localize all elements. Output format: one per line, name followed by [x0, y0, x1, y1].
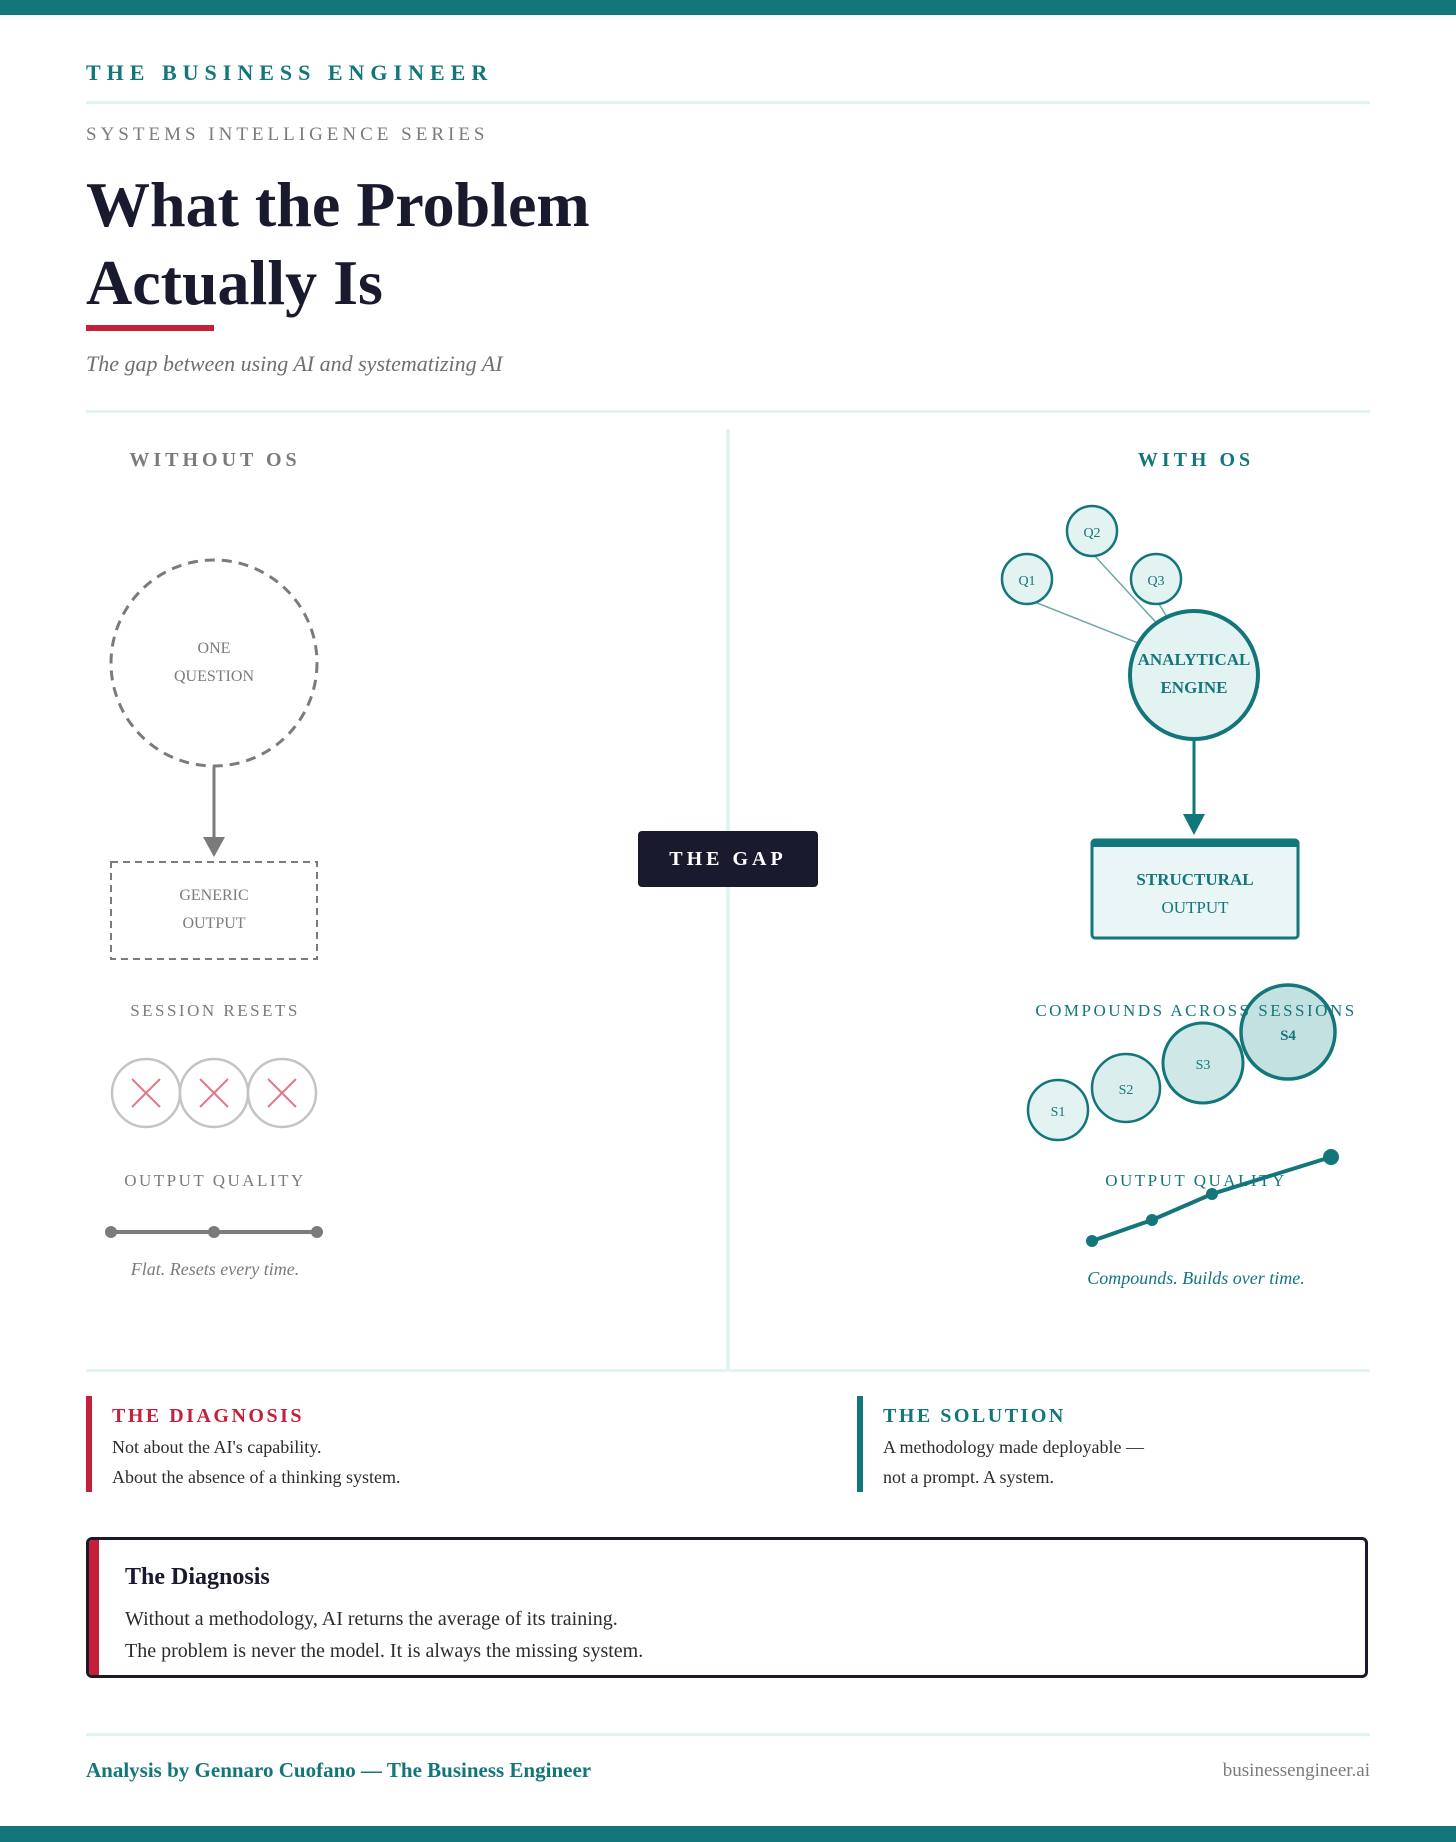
flat-quality-point-1 [105, 1226, 117, 1238]
engine-arrow-head [1183, 814, 1205, 835]
structural-output-top-bar [1092, 840, 1298, 847]
series-label: SYSTEMS INTELLIGENCE SERIES [86, 124, 489, 145]
flat-note: Flat. Resets every time. [130, 1259, 300, 1279]
callout-accent-bar [89, 1540, 99, 1675]
footer-credit: Analysis by Gennaro Cuofano — The Business Engineer [86, 1758, 592, 1782]
s1-label: S1 [1050, 1105, 1066, 1120]
s3-label: S3 [1195, 1058, 1211, 1073]
section-rule-bottom [86, 1369, 1370, 1372]
s4-label: S4 [1280, 1028, 1296, 1044]
title-line-1: What the Problem [86, 169, 590, 240]
structural-output-label-1: STRUCTURAL [1136, 870, 1254, 889]
title-line-2: Actually Is [86, 247, 383, 318]
subtitle: The gap between using AI and systematizing AI [86, 351, 503, 376]
quality-point-2 [1146, 1214, 1158, 1226]
one-question-node [111, 560, 317, 766]
with-os-heading: WITH OS [1137, 449, 1255, 471]
solution-card [857, 1396, 1383, 1492]
diagnosis-card-line-2: About the absence of a thinking system. [112, 1467, 401, 1487]
brand-name: THE BUSINESS ENGINEER [86, 60, 494, 85]
flow-arrow-head [203, 837, 225, 857]
flat-quality-point-2 [208, 1226, 220, 1238]
footer-rule [86, 1733, 1370, 1736]
compounds-note: Compounds. Builds over time. [1087, 1268, 1305, 1288]
solution-card-title: THE SOLUTION [883, 1405, 1066, 1427]
bottom-accent-bar [0, 1826, 1456, 1842]
structural-output-label-2: OUTPUT [1161, 898, 1229, 917]
session-reset-2 [180, 1059, 248, 1127]
q1-label: Q1 [1018, 574, 1036, 589]
session-reset-3 [248, 1059, 316, 1127]
question-label-2: QUESTION [174, 668, 254, 685]
diagnosis-card-bar [86, 1396, 92, 1492]
callout-line-1: Without a methodology, AI returns the average of its training. [125, 1608, 618, 1630]
callout-title: The Diagnosis [125, 1564, 270, 1590]
session-reset-1 [112, 1059, 180, 1127]
without-quality-label: OUTPUT QUALITY [124, 1171, 306, 1190]
generic-output-label-1: GENERIC [179, 887, 249, 904]
analytical-engine-node [1130, 611, 1258, 739]
flat-quality-point-3 [311, 1226, 323, 1238]
callout-line-2: The problem is never the model. It is always the missing system. [125, 1640, 644, 1662]
footer-site-link[interactable]: businessengineer.ai [1222, 1760, 1370, 1781]
diagnosis-card [86, 1396, 672, 1492]
s2-label: S2 [1118, 1083, 1134, 1098]
engine-label-1: ANALYTICAL [1137, 650, 1251, 669]
solution-card-bar [857, 1396, 863, 1492]
gap-badge: THE GAP [638, 831, 818, 887]
structural-output-box [1092, 840, 1298, 938]
without-os-heading: WITHOUT OS [129, 449, 301, 471]
solution-card-line-2: not a prompt. A system. [883, 1467, 1054, 1487]
diagnosis-card-line-1: Not about the AI's capability. [112, 1437, 322, 1457]
generic-output-box [111, 862, 317, 959]
without-os-diagram [0, 0, 728, 1342]
diagnosis-card-title: THE DIAGNOSIS [112, 1405, 304, 1427]
q3-label: Q3 [1147, 574, 1165, 589]
question-label-1: ONE [197, 640, 231, 657]
quality-point-1 [1086, 1235, 1098, 1247]
compounds-label: COMPOUNDS ACROSS SESSIONS [1035, 1001, 1357, 1020]
generic-output-label-2: OUTPUT [182, 915, 246, 932]
quality-point-4 [1323, 1149, 1339, 1165]
q2-label: Q2 [1083, 526, 1101, 541]
diagnosis-callout [86, 1537, 1368, 1678]
with-os-diagram [728, 0, 1456, 1342]
engine-label-2: ENGINE [1160, 678, 1228, 697]
session-resets-label: SESSION RESETS [130, 1001, 300, 1020]
solution-card-line-1: A methodology made deployable — [883, 1437, 1144, 1457]
with-quality-label: OUTPUT QUALITY [1105, 1171, 1287, 1190]
